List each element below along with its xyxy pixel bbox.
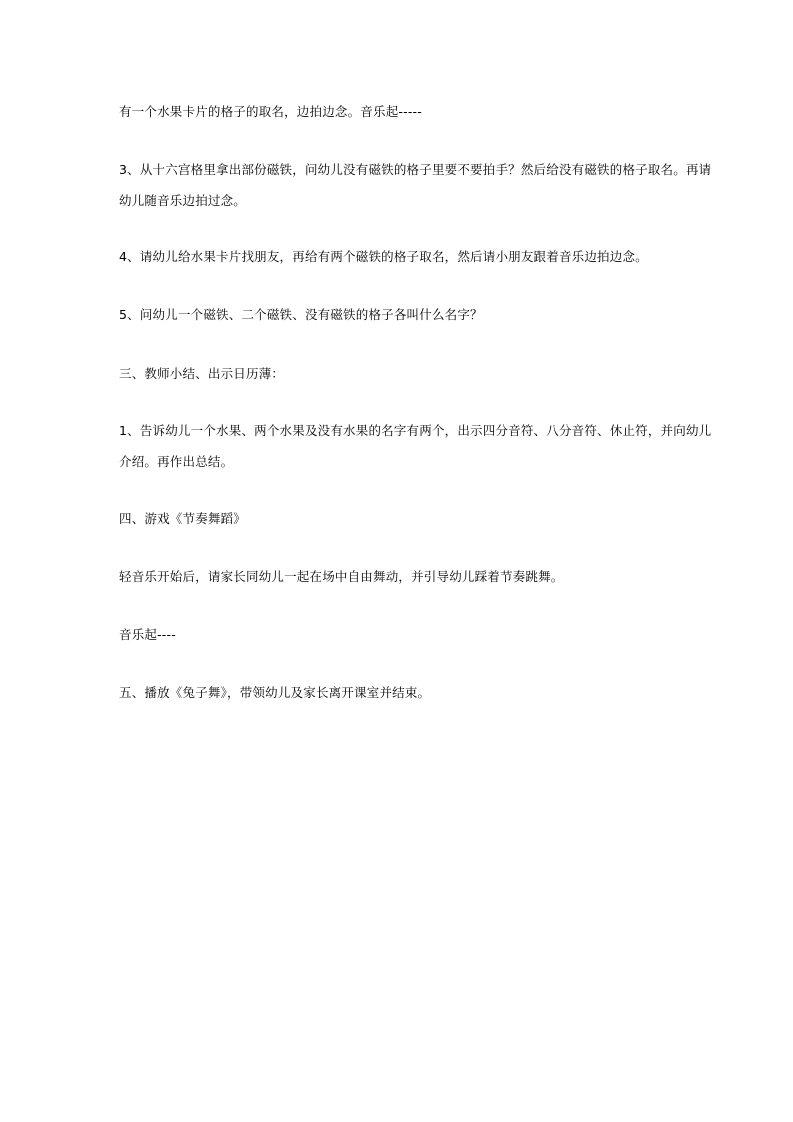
text-line: 五、播放《兔子舞》，带领幼儿及家长离开课室并结束。	[119, 685, 431, 700]
paragraph-dance-instructions	[119, 561, 679, 592]
text-line: 音乐起----	[119, 627, 176, 642]
text-line: 幼儿随音乐边拍过念。	[119, 193, 247, 208]
section-heading-5	[119, 677, 679, 708]
paragraph-step-5	[119, 299, 679, 330]
section-heading-4	[119, 503, 679, 534]
text-line: 1、告诉幼儿一个水果、两个水果及没有水果的名字有两个，出示四分音符、八分音符、休止符，并向幼儿	[119, 423, 712, 438]
text-line: 有一个水果卡片的格子的取名，边拍边念。音乐起-----	[119, 104, 422, 119]
text-line: 三、教师小结、出示日历薄：	[119, 366, 285, 381]
section-heading-3	[119, 358, 679, 389]
paragraph-summary-1	[119, 415, 712, 477]
paragraph-step-4	[119, 241, 679, 272]
paragraph-step-3	[119, 154, 712, 216]
text-line: 介绍。再作出总结。	[119, 454, 234, 469]
text-line: 4、请幼儿给水果卡片找朋友，再给有两个磁铁的格子取名，然后请小朋友跟着音乐边拍边念。	[119, 249, 648, 264]
text-line: 5、问幼儿一个磁铁、二个磁铁、没有磁铁的格子各叫什么名字？	[119, 307, 483, 322]
paragraph-music-start	[119, 619, 679, 650]
text-line: 轻音乐开始后，请家长同幼儿一起在场中自由舞动，并引导幼儿踩着节奏跳舞。	[119, 569, 564, 584]
text-line: 3、从十六宫格里拿出部份磁铁，问幼儿没有磁铁的格子里要不要拍手？然后给没有磁铁的格子取名。再请	[119, 162, 712, 177]
text-line: 四、游戏《节奏舞蹈》	[119, 511, 247, 526]
paragraph-intro-continuation	[119, 96, 679, 127]
